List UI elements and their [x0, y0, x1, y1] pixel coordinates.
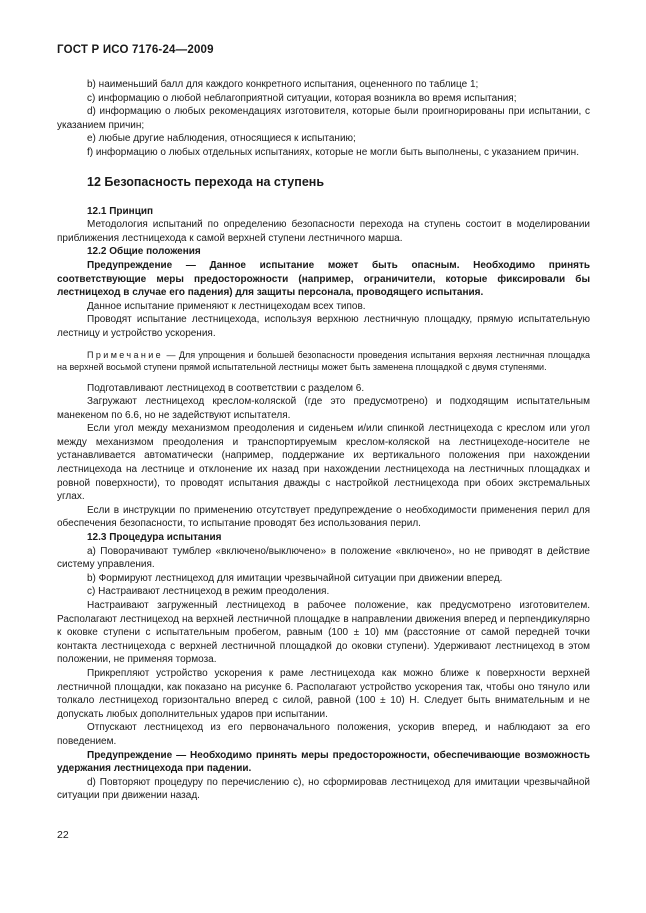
paragraph: Настраивают загруженный лестницеход в рабочее положение, как предусмотрено изготовителем. Располагают лестницеход на верхней лестничной площадке в направлении движения вперед и перпендикулярно к оковке ступени с испытательным пробегом, равным (100 ± 10) мм (расстояние от самой передней точки контакта лестницехода с верхней лестничной площадкой до оковки ступени). Удерживают лестницеход в этом положении, не применяя тормоза. — [57, 600, 590, 666]
subsection-12-2-title: 12.2 Общие положения — [87, 246, 201, 258]
subsection-12-3-title: 12.3 Процедура испытания — [87, 532, 222, 544]
paragraph: Если в инструкции по применению отсутствует предупреждение о необходимости применения перил для обеспечения безопасности, то испытание проводят без использования перил. — [57, 504, 590, 530]
procedure-item-a: a) Поворачивают тумблер «включено/выключено» в положение «включено», но не приводят в действие систему управления. — [57, 545, 590, 571]
list-item-d: d) информацию о любых рекомендациях изготовителя, которые были проигнорированы при испытании, с указанием причин; — [57, 106, 590, 131]
paragraph: Методология испытаний по определению безопасности перехода на ступень состоит в моделировании приближения лестницехода к самой верхней ступени лестничного марша. — [57, 219, 590, 244]
document-header: ГОСТ Р ИСО 7176-24—2009 — [57, 44, 214, 56]
paragraph: Прикрепляют устройство ускорения к раме лестницехода как можно ближе к поверхности верхней лестничной площадки, как показано на рисунке 6. Располагают устройство ускорения так, чтобы оно тянуло или толкало лестницеход горизонтально вперед с силой, равной (100 ± 10) Н. Следует быть внимательным и не допускать любых дополнительных ударов при испытании. — [57, 667, 590, 720]
procedure-item-c: c) Настраивают лестницеход в режим преодоления. — [87, 586, 330, 598]
procedure-item-d: d) Повторяют процедуру по перечислению c), но сформировав лестницеход для имитации чрезвычайной ситуации при движении назад. — [57, 776, 590, 802]
section-12-title: 12 Безопасность перехода на ступень — [87, 174, 324, 189]
page-number: 22 — [57, 829, 69, 841]
paragraph: Загружают лестницеход креслом-коляской (где это предусмотрено) и подходящим испытательным манекеном по 6.6, но не задействуют испытателя. — [57, 396, 590, 421]
list-item-c: c) информацию о любой неблагоприятной ситуации, которая возникла во время испытания; — [87, 92, 517, 104]
paragraph: Если угол между механизмом преодоления и сиденьем и/или спинкой лестницехода с креслом или угол между механизмом преодоления и транспортируемым креслом-коляской на лестницеходе-носителе не устанавливается автоматически (например, поддержание их вертикального положения при нахождении лестницехода на лестнице и отклонение их назад при нахождении лестницехода на лестничных площадках и ровной поверхности), то проводят испытания дважды с настройкой лестницехода при обоих экстремальных углах. — [57, 423, 590, 503]
list-item-e: e) любые другие наблюдения, относящиеся к испытанию; — [87, 133, 356, 145]
list-item-f: f) информацию о любых отдельных испытаниях, которые не могли быть выполнены, с указанием причин. — [87, 146, 579, 158]
note-label: Примечание — [87, 349, 164, 360]
warning-paragraph: Предупреждение — Данное испытание может быть опасным. Необходимо принять соответствующие меры предосторожности (например, ограничители, которые фиксировали бы лестницеход в случае его падения) для защиты персонала, проводящего испытания. — [57, 259, 590, 299]
note-text: — Для упрощения и большей безопасности проведения испытания верхняя лестничная площадка на верхней восьмой ступени прямой испытательной лестницы может быть заменена площадкой с двумя ступенями. — [57, 349, 590, 372]
paragraph: Проводят испытание лестницехода, используя верхнюю лестничную площадку, прямую испытательную лестницу и устройство ускорения. — [57, 314, 590, 339]
paragraph: Данное испытание применяют к лестницеходам всех типов. — [87, 300, 366, 312]
document-body — [57, 78, 590, 803]
note-paragraph — [57, 349, 590, 373]
warning-paragraph: Предупреждение — Необходимо принять меры предосторожности, обеспечивающие возможность удержания лестницехода при падении. — [57, 749, 590, 775]
paragraph: Отпускают лестницеход из его первоначального положения, ускорив вперед, и наблюдают за его поведением. — [57, 722, 590, 747]
list-item-b: b) наименьший балл для каждого конкретного испытания, оцененного по таблице 1; — [87, 79, 479, 90]
paragraph: Подготавливают лестницеход в соответствии с разделом 6. — [87, 382, 365, 394]
procedure-item-b: b) Формируют лестницеход для имитации чрезвычайной ситуации при движении вперед. — [87, 572, 503, 584]
subsection-12-1-title: 12.1 Принцип — [87, 205, 154, 217]
